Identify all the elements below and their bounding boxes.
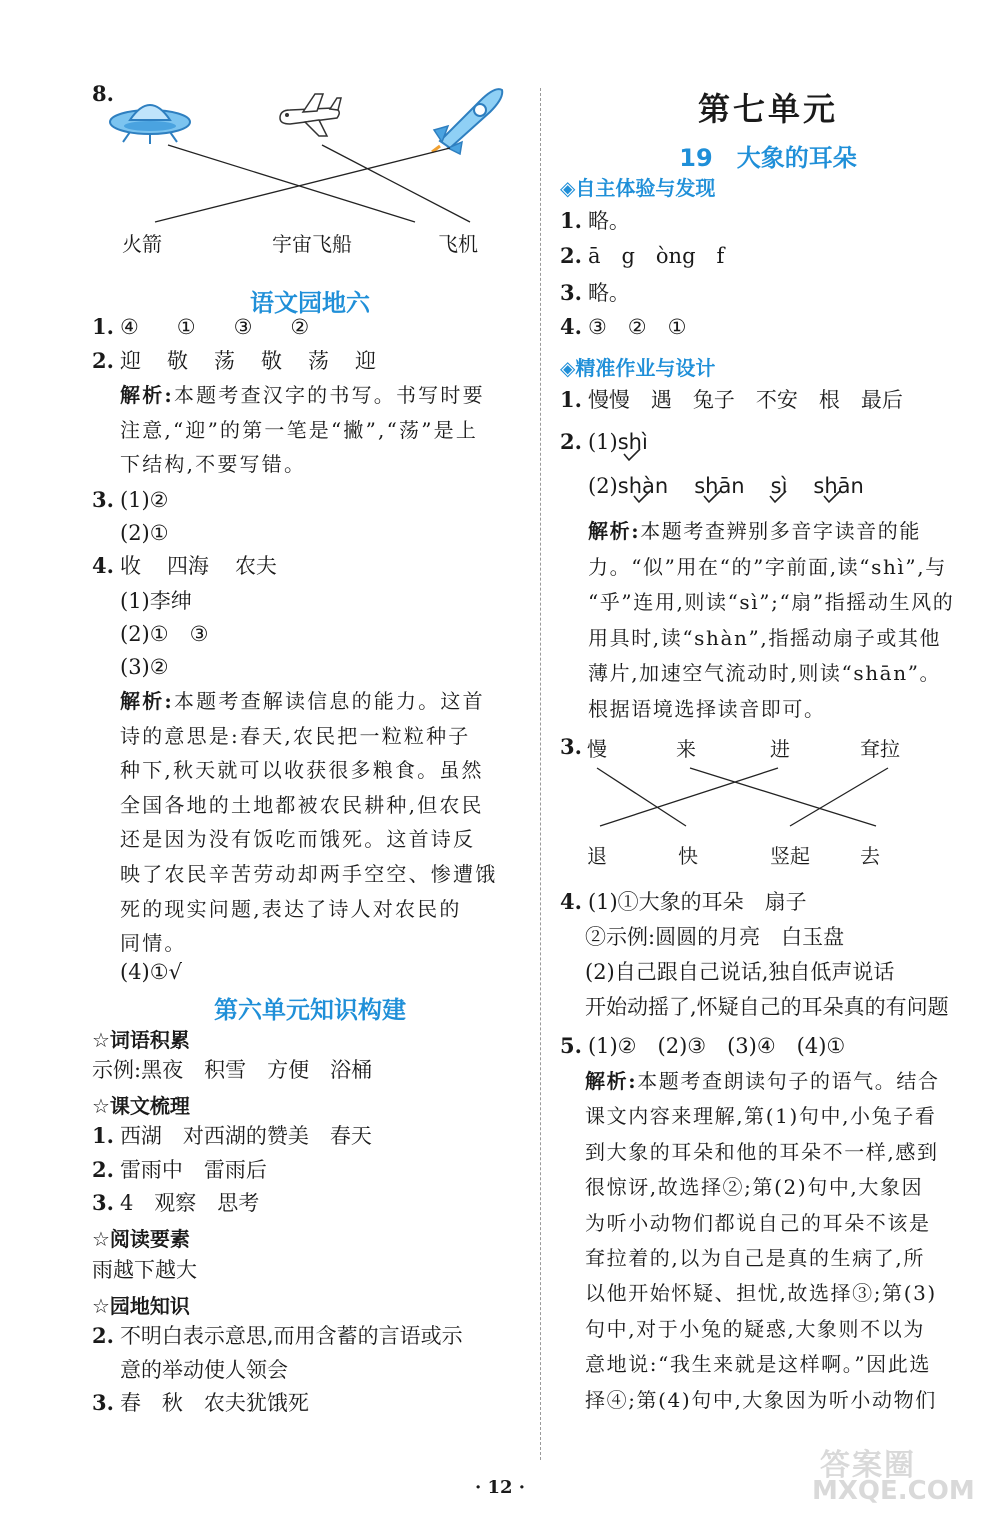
- unit6-heading-garden: ☆园地知识: [92, 1294, 190, 1318]
- garden6-q1: 1. ④ ① ③ ②: [92, 314, 310, 339]
- q3-top-2: 进: [770, 737, 790, 761]
- work-q5: 5. (1)② (2)③ (3)④ (4)①: [560, 1033, 846, 1058]
- self-q4: 4. ③ ② ①: [560, 314, 687, 339]
- work-q4-line2: ②示例:圆圆的月亮 白玉盘: [585, 925, 845, 949]
- work-q2-analysis: 解析:本题考查辨别多音字读音的能 力。“似”用在“的”字前面,读“shì”,与 “乎”连用,则读“sì”;“扇”指摇动生风的 用具时,读“shàn”,指摇动扇子或其他 薄片,加速空气流动时,则读“shān”。 根据语境选择读音即可。: [588, 519, 955, 721]
- unit6-heading-vocab: ☆词语积累: [92, 1028, 190, 1052]
- unit6-texts-3: 3. 4 观察 思考: [92, 1190, 260, 1215]
- q8-label-spaceship: 宇宙飞船: [272, 232, 352, 256]
- unit6-vocab-words: 示例:黑夜 积雪 方便 浴桶: [92, 1058, 373, 1082]
- self-q3: 3. 略。: [560, 280, 630, 305]
- unit6-heading-texts: ☆课文梳理: [92, 1094, 190, 1118]
- q8-label-rocket: 火箭: [122, 232, 162, 256]
- garden6-q2: 2. 迎 敬 荡 敬 荡 迎: [92, 348, 376, 373]
- self-q2: 2. ā g òng f: [560, 243, 725, 268]
- garden6-q4-analysis: 解析:本题考查解读信息的能力。这首 诗的意思是:春天,农民把一粒粒种子 种下,秋天就可以收获很多粮食。虽然 全国各地的土地都被农民耕种,但农民 还是因为没有饭吃而饿死。这首诗反 映了农民辛苦劳动却两手空空、惨遭饿 死的现实问题,表达了诗人对农民的 同情。: [120, 689, 498, 956]
- work-q2-sub2: (2)shàn shān sì shān: [588, 474, 864, 498]
- unit6-texts-1: 1. 西湖 对西湖的赞美 春天: [92, 1123, 372, 1148]
- garden6-q2-analysis: 解析:本题考查汉字的书写。书写时要 注意,“迎”的第一笔是“撇”,“荡”是上 下结构,不要写错。: [120, 383, 485, 477]
- q8-label-airplane: 飞机: [438, 232, 478, 256]
- unit6-texts-2: 2. 雷雨中 雷雨后: [92, 1157, 267, 1182]
- garden6-q4-sub4: (4)①√: [120, 960, 182, 984]
- work-q4-line1: 4. (1)①大象的耳朵 扇子: [560, 889, 807, 914]
- work-q3-number: 3.: [560, 734, 582, 759]
- section-title-garden6: 语文园地六: [250, 289, 370, 317]
- q3-bottom-3: 去: [860, 844, 880, 868]
- garden6-q4-sub1: (1)李绅: [120, 589, 192, 613]
- q3-bottom-2: 竖起: [770, 844, 810, 868]
- unit7-title: 第七单元: [697, 90, 838, 128]
- section-title-unit6: 第六单元知识构建: [214, 996, 406, 1024]
- q3-top-0: 慢: [587, 737, 607, 761]
- q3-bottom-0: 退: [587, 844, 607, 868]
- garden6-q3-sub2: (2)①: [120, 521, 169, 545]
- unit6-garden-3: 3. 春 秋 农夫犹饿死: [92, 1390, 309, 1415]
- garden6-q4-sub2: (2)① ③: [120, 622, 209, 646]
- work-q4-line3: (2)自己跟自己说话,独自低声说话: [585, 960, 895, 984]
- q3-top-1: 来: [676, 737, 696, 761]
- q3-line-come-go: [690, 768, 876, 826]
- garden6-q3: 3. (1)②: [92, 487, 169, 512]
- work-q1: 1. 慢慢 遇 兔子 不安 根 最后: [560, 387, 903, 412]
- garden6-q4-sub3: (3)②: [120, 655, 169, 679]
- q3-line-droop-up: [790, 768, 888, 826]
- garden6-q4: 4. 收 四海 农夫: [92, 553, 277, 578]
- q3-top-3: 耷拉: [860, 737, 900, 761]
- unit6-garden-2: 2. 不明白表示意思,而用含蓄的言语或示: [92, 1323, 463, 1348]
- heading-precise-work: ◈精准作业与设计: [560, 356, 716, 380]
- q3-bottom-1: 快: [678, 844, 698, 868]
- q3-line-slow-fast: [597, 768, 686, 826]
- unit6-heading-reading: ☆阅读要素: [92, 1227, 190, 1251]
- q8-number: 8.: [92, 81, 114, 106]
- watermark-url: MXQE.COM: [812, 1476, 975, 1506]
- watermark-logo: 答案圈: [820, 1448, 916, 1483]
- page-number: · 12 ·: [474, 1477, 526, 1498]
- work-q2-sub1: 2. (1)shì: [560, 429, 648, 454]
- q3-line-in-out: [600, 768, 778, 826]
- unit6-reading-text: 雨越下越大: [92, 1258, 197, 1282]
- lesson-title: 19 大象的耳朵: [679, 144, 857, 172]
- self-q1: 1. 略。: [560, 208, 630, 233]
- heading-self-experience: ◈自主体验与发现: [560, 176, 716, 200]
- work-q4-line4: 开始动摇了,怀疑自己的耳朵真的有问题: [585, 995, 949, 1019]
- work-q5-analysis: 解析:本题考查朗读句子的语气。结合 课文内容来理解,第(1)句中,小兔子看 到大象的耳朵和他的耳朵不一样,感到 很惊讶,故选择②;第(2)句中,大象因 为听小动物们都说自己的耳朵不该是 耷拉着的,以为自己是真的生病了,所 以他开始怀疑、担忧,故选择③;第(3) 句中,对于小兔的疑惑,大象则不以为 意地说:“我生来就是这样啊。”因此选 择④;第(4)句中,大象因为听小动物们: [585, 1069, 940, 1412]
- unit6-garden-2-cont: 意的举动使人领会: [120, 1358, 288, 1382]
